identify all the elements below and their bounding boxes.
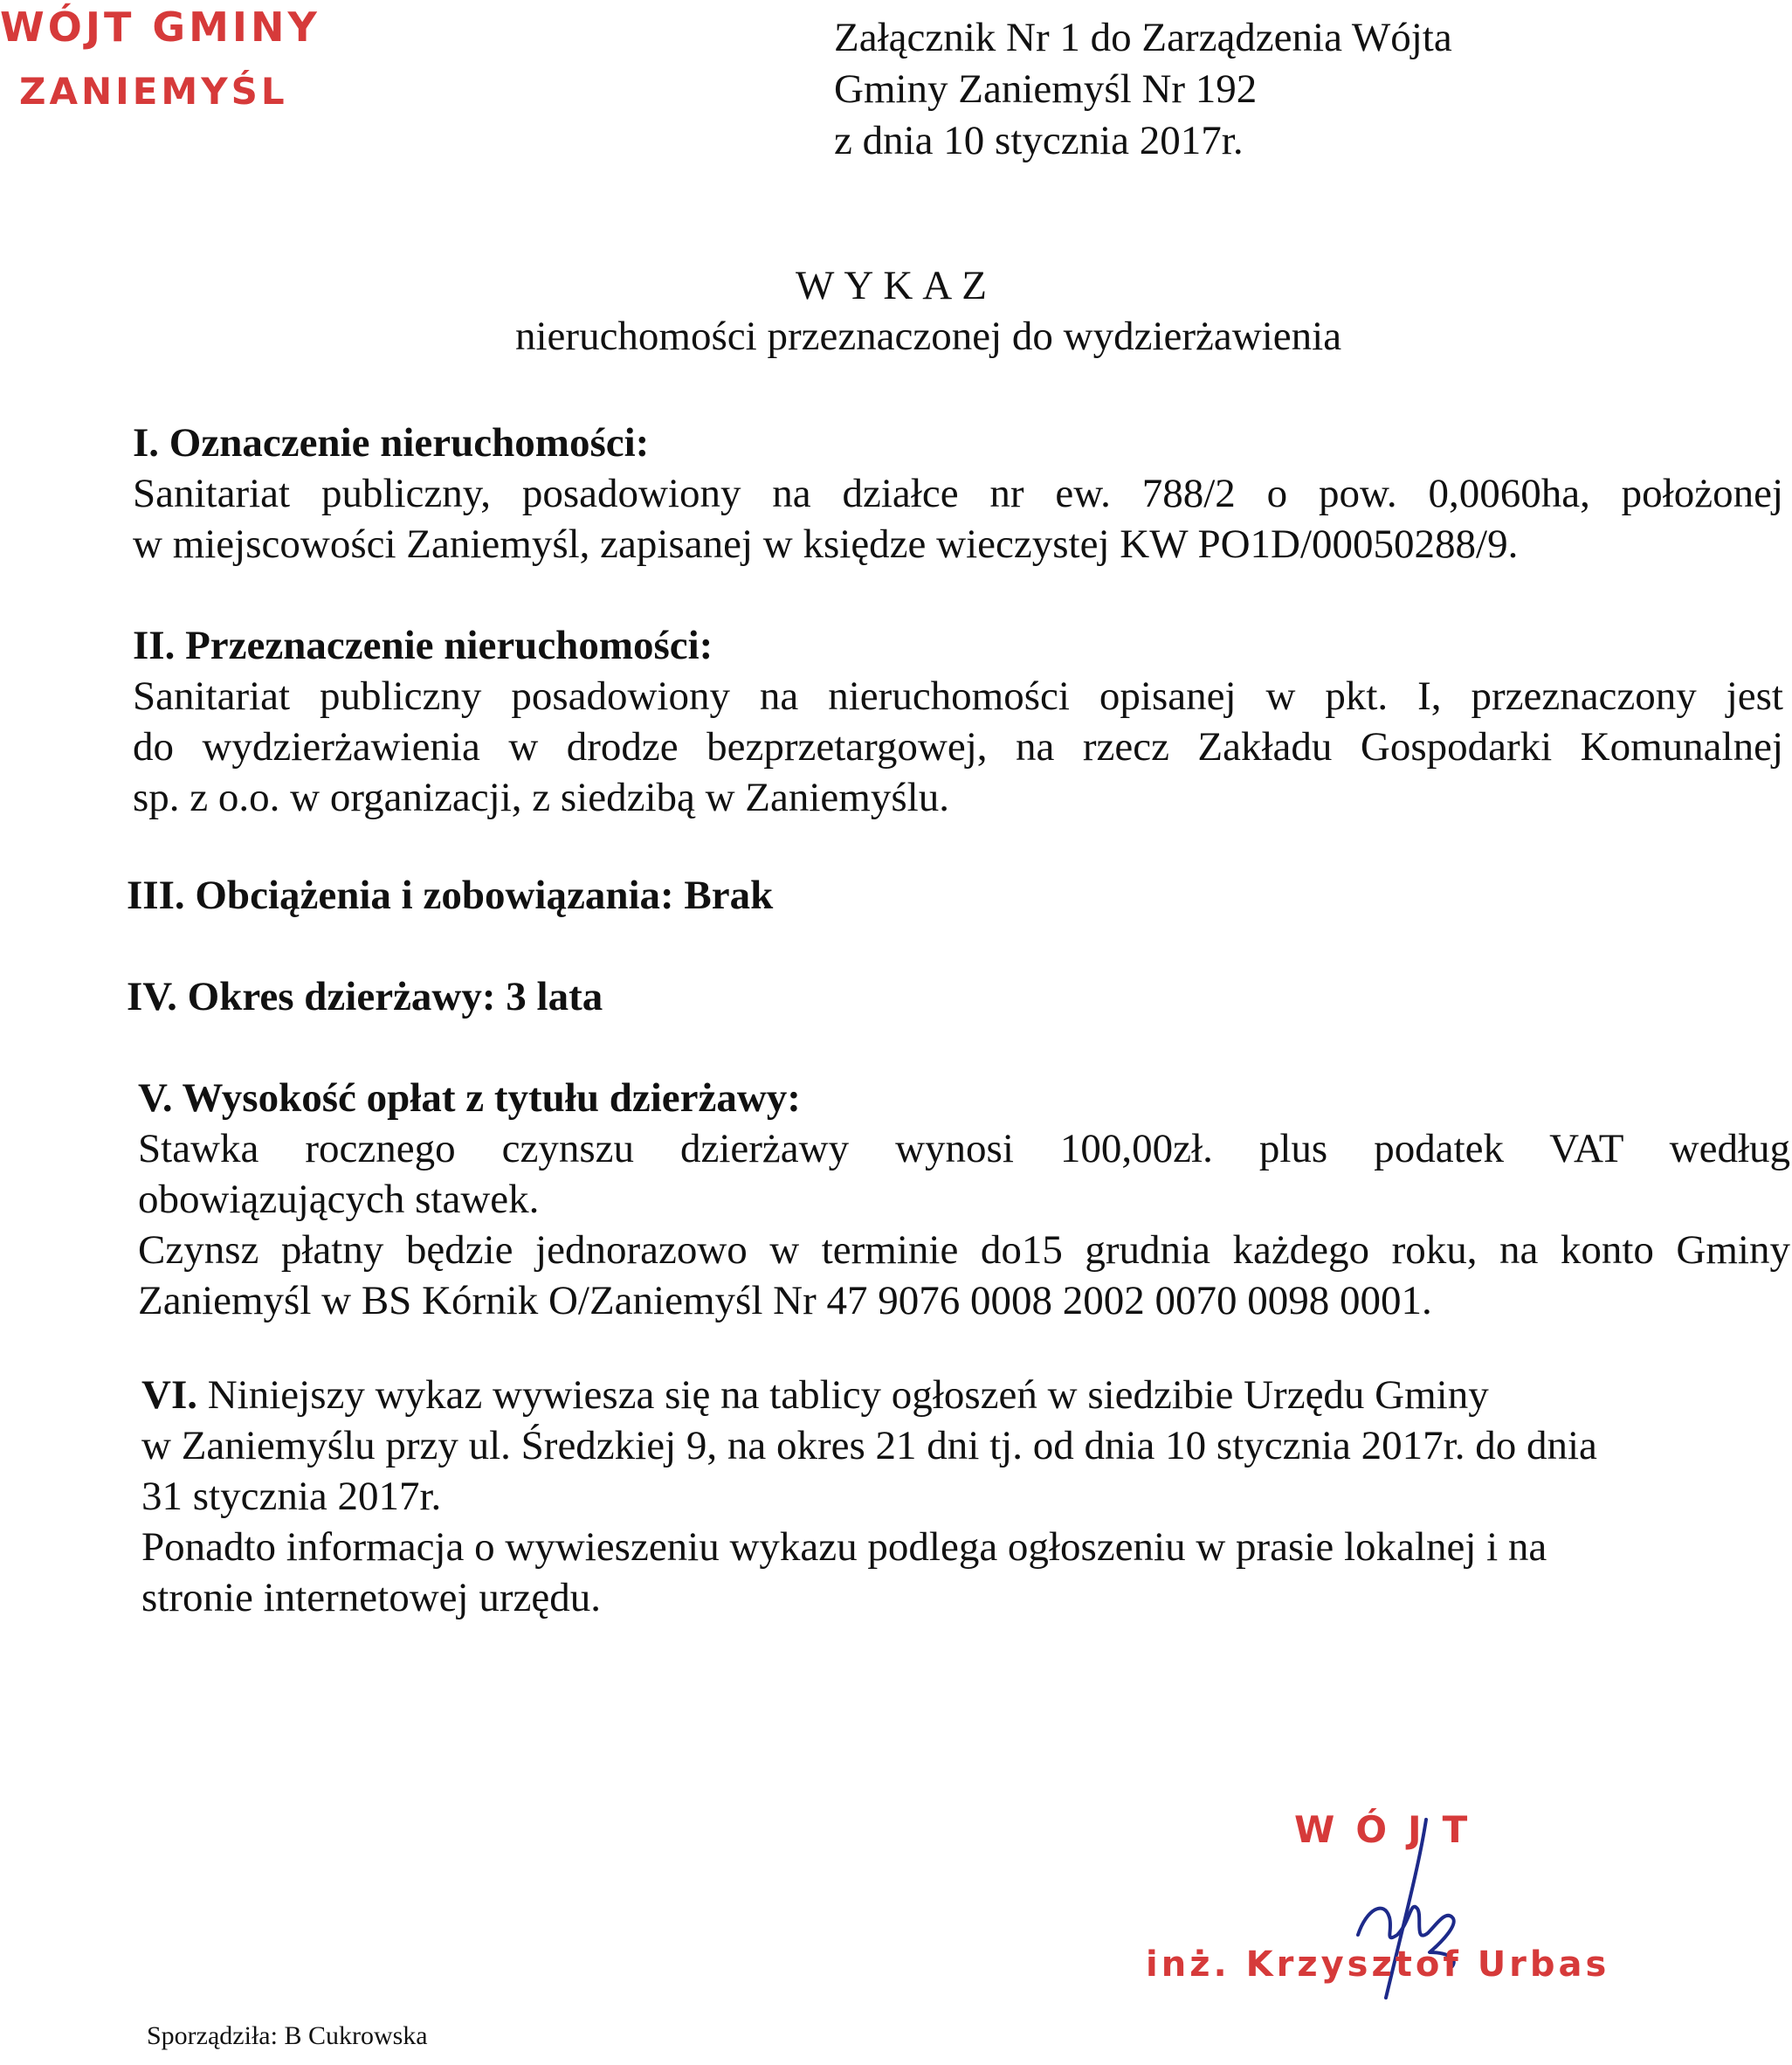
section-3-heading: III. Obciążenia i zobowiązania: Brak [127, 873, 774, 918]
section-5-line2: obowiązujących stawek. [138, 1177, 540, 1222]
section-1-line2: w miejscowości Zaniemyśl, zapisanej w księdze wieczystej KW PO1D/00050288/9. [133, 521, 1519, 567]
section-5-body [138, 1123, 1790, 1326]
header-note-line2: Gminy Zaniemyśl Nr 192 [834, 66, 1258, 112]
section-3 [127, 870, 773, 921]
section-6-line1: Niniejszy wykaz wywiesza się na tablicy ogłoszeń w siedzibie Urzędu Gminy [196, 1372, 1489, 1418]
section-4 [127, 971, 603, 1022]
stamp-top-line1: WÓJT GMINY [0, 3, 320, 51]
section-5-line3: Czynsz płatny będzie jednorazowo w terminie do15 grudnia każdego roku, na konto Gminy [138, 1227, 1790, 1273]
document-title: WYKAZ [796, 263, 996, 308]
section-2-heading: II. Przeznaczenie nieruchomości: [133, 623, 713, 668]
signature-stamp-name: inż. Krzysztof Urbas [1146, 1944, 1610, 1985]
section-4-heading: IV. Okres dzierżawy: 3 lata [127, 974, 603, 1019]
signature-stamp-title: WÓJT [1294, 1808, 1489, 1851]
section-2 [133, 620, 1783, 823]
section-5-line1: Stawka rocznego czynszu dzierżawy wynosi 100,00zł. plus podatek VAT według [138, 1126, 1790, 1171]
section-6-line4: Ponadto informacja o wywieszeniu wykazu podlega ogłoszeniu w prasie lokalnej i na [141, 1524, 1547, 1570]
header-note-line1: Załącznik Nr 1 do Zarządzenia Wójta [834, 15, 1452, 60]
document-subtitle: nieruchomości przeznaczonej do wydzierżawienia [515, 314, 1342, 359]
section-6-line2: w Zaniemyślu przy ul. Średzkiej 9, na okres 21 dni tj. od dnia 10 stycznia 2017r. do dnia [141, 1423, 1597, 1468]
section-1-body [133, 468, 1783, 570]
section-6 [141, 1370, 1713, 1623]
section-6-first-line [141, 1370, 1713, 1420]
section-2-body [133, 671, 1783, 823]
section-6-line3: 31 stycznia 2017r. [141, 1474, 442, 1519]
section-6-line5: stronie internetowej urzędu. [141, 1575, 601, 1620]
section-5-heading: V. Wysokość opłat z tytułu dzierżawy: [138, 1075, 801, 1121]
section-1-line1: Sanitariat publiczny, posadowiony na działce nr ew. 788/2 o pow. 0,0060ha, położonej [133, 471, 1783, 516]
section-5-line4: Zaniemyśl w BS Kórnik O/Zaniemyśl Nr 47 9076 0008 2002 0070 0098 0001. [138, 1278, 1432, 1323]
section-2-line3: sp. z o.o. w organizacji, z siedzibą w Zaniemyślu. [133, 775, 949, 820]
section-2-line1: Sanitariat publiczny posadowiony na nieruchomości opisanej w pkt. I, przeznaczony jest [133, 673, 1783, 719]
section-5 [138, 1073, 1790, 1326]
header-note [834, 12, 1452, 167]
section-1 [133, 418, 1783, 570]
prepared-by: Sporządziła: B Cukrowska [147, 2021, 428, 2050]
section-1-heading: I. Oznaczenie nieruchomości: [133, 420, 650, 466]
section-6-label: VI. [141, 1372, 197, 1418]
section-2-line2: do wydzierżawienia w drodze bezprzetargowej, na rzecz Zakładu Gospodarki Komunalnej [133, 724, 1783, 770]
header-note-line3: z dnia 10 stycznia 2017r. [834, 118, 1244, 163]
stamp-top-line2: ZANIEMYŚL [19, 70, 288, 113]
